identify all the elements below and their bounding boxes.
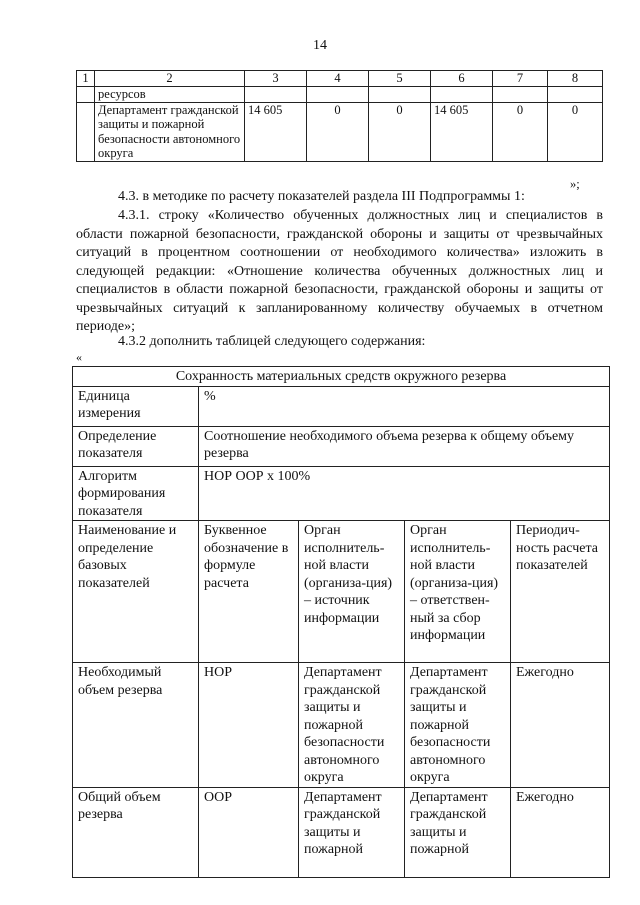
column-header: Орган исполнитель-ной власти (организа-ция) – источник информации — [299, 521, 405, 663]
source-org: Департамент гражданской защиты и пожарной безопасности автономного округа — [299, 663, 405, 788]
table-row — [73, 426, 610, 466]
paragraph-4-3-2: 4.3.2 дополнить таблицей следующего содержания: — [118, 334, 426, 349]
table-row — [73, 787, 610, 877]
column-header: Орган исполнитель-ной власти (организа-ция) – ответствен-ный за сбор информации — [405, 521, 511, 663]
empty-cell — [548, 87, 603, 103]
column-header-row — [73, 521, 610, 663]
value-cell: 0 — [548, 102, 603, 161]
column-number: 3 — [245, 71, 307, 87]
paragraph-4-3: 4.3. в методике по расчету показателей раздела III Подпрограммы 1: — [118, 189, 525, 204]
empty-cell — [77, 87, 95, 103]
definition-label: Определение показателя — [73, 426, 199, 466]
indicator-name: Необходимый объем резерва — [73, 663, 199, 788]
column-number: 8 — [548, 71, 603, 87]
paragraph-4-3-1: 4.3.1. строку «Количество обученных должностных лиц и специалистов в области пожарной безопасности, гражданской обороны и защиты от чрезвычайных ситуаций в процентном соотношении от необходимого количества» изложить в следующей редакции: «Отношение количества обученных должностных лиц и специалистов в области пожарной безопасности, гражданской обороны и защиты от чрезвычайных ситуаций к запланированному количеству обучаемых в отчетном периоде»; — [76, 208, 603, 334]
table-row — [77, 102, 603, 161]
responsible-org: Департамент гражданской защиты и пожарной безопасности автономного округа — [405, 663, 511, 788]
value-cell: 14 605 — [245, 102, 307, 161]
column-number: 2 — [95, 71, 245, 87]
column-header: Периодич-ность расчета показателей — [511, 521, 610, 663]
periodicity: Ежегодно — [511, 663, 610, 788]
org-cell: Департамент гражданской защиты и пожарной безопасности автономного округа — [95, 102, 245, 161]
page-number: 14 — [313, 38, 327, 53]
empty-cell — [245, 87, 307, 103]
table-title-row — [73, 367, 610, 387]
unit-value: % — [199, 386, 610, 426]
algorithm-label: Алгоритм формирования показателя — [73, 466, 199, 521]
closing-quote: »; — [570, 177, 580, 191]
table-header-row — [77, 71, 603, 87]
indicator-name: Общий объем резерва — [73, 787, 199, 877]
definition-value: Соотношение необходимого объема резерва к общему объему резерва — [199, 426, 610, 466]
empty-cell — [369, 87, 431, 103]
unit-label: Единица измерения — [73, 386, 199, 426]
source-org: Департамент гражданской защиты и пожарной — [299, 787, 405, 877]
budget-table — [76, 70, 603, 162]
responsible-org: Департамент гражданской защиты и пожарной — [405, 787, 511, 877]
table-title: Сохранность материальных средств окружного резерва — [73, 367, 610, 387]
table-row — [73, 663, 610, 788]
empty-cell — [307, 87, 369, 103]
column-header: Наименование и определение базовых показателей — [73, 521, 199, 663]
column-header: Буквенное обозначение в формуле расчета — [199, 521, 299, 663]
indicator-symbol: НОР — [199, 663, 299, 788]
table-row — [77, 87, 603, 103]
algorithm-value: НОР ООР х 100% — [199, 466, 610, 521]
value-cell: 0 — [493, 102, 548, 161]
indicator-table — [72, 366, 610, 878]
column-number: 4 — [307, 71, 369, 87]
continuation-cell: ресурсов — [95, 87, 245, 103]
column-number: 6 — [431, 71, 493, 87]
empty-cell — [77, 102, 95, 161]
value-cell: 0 — [369, 102, 431, 161]
opening-quote: « — [76, 350, 82, 364]
value-cell: 14 605 — [431, 102, 493, 161]
column-number: 1 — [77, 71, 95, 87]
value-cell: 0 — [307, 102, 369, 161]
periodicity: Ежегодно — [511, 787, 610, 877]
indicator-symbol: ООР — [199, 787, 299, 877]
table-row — [73, 466, 610, 521]
column-number: 7 — [493, 71, 548, 87]
empty-cell — [493, 87, 548, 103]
empty-cell — [431, 87, 493, 103]
column-number: 5 — [369, 71, 431, 87]
table-row — [73, 386, 610, 426]
